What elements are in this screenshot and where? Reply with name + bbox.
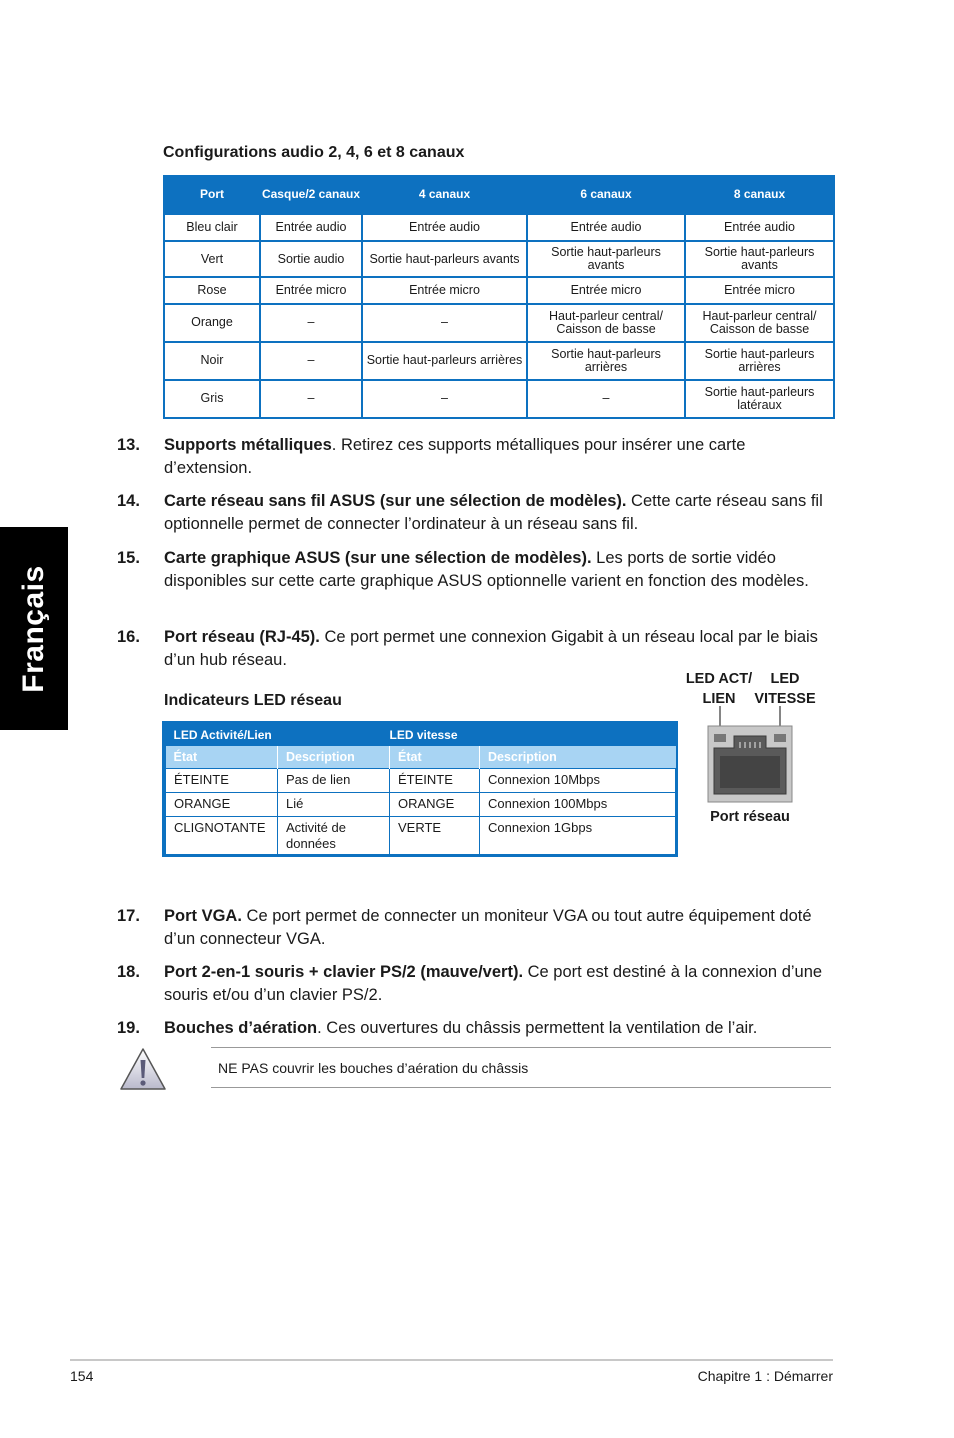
warning-triangle-icon xyxy=(118,1046,168,1092)
step-heading: Carte réseau sans fil ASUS (sur une sélection de modèles). xyxy=(164,492,627,510)
table-cell: – xyxy=(527,380,685,418)
step-heading: Port réseau (RJ-45). xyxy=(164,628,320,646)
step-text: . Ces ouvertures du châssis permettent la ventilation de l’air. xyxy=(317,1019,758,1037)
warning-text: NE PAS couvrir les bouches d’aération du châssis xyxy=(218,1060,529,1076)
audio-section-title: Configurations audio 2, 4, 6 et 8 canaux xyxy=(163,144,465,161)
table-cell: Sortie haut-parleurs arrières xyxy=(527,342,685,380)
header-cell: Casque/2 canaux xyxy=(261,186,361,201)
audio-table-header xyxy=(164,175,834,214)
table-cell: Noir xyxy=(164,342,260,380)
header-cell: Port xyxy=(200,186,224,201)
table-cell: Entrée audio xyxy=(527,214,685,241)
table-cell: Entrée micro xyxy=(527,277,685,303)
step-number: 19. xyxy=(117,1019,140,1037)
table-cell: Entrée micro xyxy=(362,277,527,303)
table-cell: ORANGE xyxy=(166,793,278,817)
table-row xyxy=(164,277,834,303)
header-cell: État xyxy=(390,746,480,769)
table-cell: Haut-parleur central/ Caisson de basse xyxy=(527,304,685,342)
led-act-label: LED ACT/ LIEN xyxy=(685,671,753,707)
table-cell: CLIGNOTANTE xyxy=(166,817,278,855)
step-heading: Supports métalliques xyxy=(164,436,332,454)
network-port-icon xyxy=(700,706,800,806)
table-cell: – xyxy=(260,342,362,380)
table-cell: Sortie haut-parleurs arrières xyxy=(362,342,527,380)
table-cell: Connexion 1Gbps xyxy=(480,817,676,855)
table-cell: Sortie haut-parleurs arrières xyxy=(685,342,834,380)
led-group-header xyxy=(166,724,676,746)
header-cell: 4 canaux xyxy=(418,186,471,201)
table-cell: Activité de données xyxy=(278,817,390,855)
table-cell: Entrée audio xyxy=(685,214,834,241)
group-header-cell: LED Activité/Lien xyxy=(166,724,390,746)
step-heading: Port VGA. xyxy=(164,907,242,925)
step-19 xyxy=(117,1017,837,1040)
step-17 xyxy=(117,905,837,951)
chapter-label: Chapitre 1 : Démarrer xyxy=(697,1368,833,1384)
table-cell: Sortie haut-parleurs latéraux xyxy=(685,380,834,418)
led-section-title: Indicateurs LED réseau xyxy=(164,692,342,709)
table-cell: Entrée micro xyxy=(685,277,834,303)
table-cell: Entrée audio xyxy=(362,214,527,241)
table-cell: Sortie haut-parleurs avants xyxy=(527,241,685,277)
table-cell: Orange xyxy=(164,304,260,342)
table-cell: ORANGE xyxy=(390,793,480,817)
step-number: 17. xyxy=(117,907,140,925)
table-row xyxy=(164,214,834,241)
table-cell: Pas de lien xyxy=(278,769,390,793)
step-13 xyxy=(117,434,837,480)
port-caption: Port réseau xyxy=(710,809,790,825)
step-14 xyxy=(117,490,837,536)
step-heading: Bouches d’aération xyxy=(164,1019,318,1037)
step-text: Ce port est destiné à la connexion d’une souris et/ou d’un clavier PS/2. xyxy=(164,963,823,1004)
table-row xyxy=(164,342,834,380)
table-cell: Entrée micro xyxy=(260,277,362,303)
led-speed-label: LED VITESSE xyxy=(754,671,816,707)
step-number: 13. xyxy=(117,436,140,454)
table-cell: Connexion 100Mbps xyxy=(480,793,676,817)
table-cell: ÉTEINTE xyxy=(390,769,480,793)
table-cell: – xyxy=(260,380,362,418)
table-row xyxy=(164,380,834,418)
footer-rule xyxy=(70,1359,833,1361)
table-cell: VERTE xyxy=(390,817,480,855)
table-cell: Lié xyxy=(278,793,390,817)
step-text: . Retirez ces supports métalliques pour insérer une carte d’extension. xyxy=(164,436,746,477)
table-cell: Rose xyxy=(164,277,260,303)
table-cell: Sortie haut-parleurs avants xyxy=(362,241,527,277)
table-row xyxy=(166,769,676,793)
note-divider-bottom xyxy=(211,1087,831,1088)
step-text: Ce port permet une connexion Gigabit à un réseau local par le biais d’un hub réseau. xyxy=(164,628,818,669)
step-16 xyxy=(117,626,837,672)
group-header-cell: LED vitesse xyxy=(390,724,676,746)
header-cell: 8 canaux xyxy=(733,186,786,201)
table-row xyxy=(166,793,676,817)
table-cell: – xyxy=(362,380,527,418)
header-cell: État xyxy=(166,746,278,769)
page-number: 154 xyxy=(70,1368,94,1384)
table-cell: Sortie audio xyxy=(260,241,362,277)
step-text: Les ports de sortie vidéo disponibles sur cette carte graphique ASUS optionnelle varient en fonction des modèles. xyxy=(164,549,809,590)
table-cell: Bleu clair xyxy=(164,214,260,241)
step-heading: Carte graphique ASUS (sur une sélection de modèles). xyxy=(164,549,592,567)
table-cell: Sortie haut-parleurs avants xyxy=(685,241,834,277)
step-18 xyxy=(117,961,837,1007)
step-number: 14. xyxy=(117,492,140,510)
step-heading: Port 2-en-1 souris + clavier PS/2 (mauve/vert). xyxy=(164,963,524,981)
table-cell: Connexion 10Mbps xyxy=(480,769,676,793)
table-cell: Gris xyxy=(164,380,260,418)
header-cell: Description xyxy=(278,746,390,769)
table-cell: Entrée audio xyxy=(260,214,362,241)
step-15 xyxy=(117,547,837,593)
table-row xyxy=(166,817,676,855)
table-row xyxy=(164,304,834,342)
led-indicator-table xyxy=(162,721,678,857)
header-cell: 6 canaux xyxy=(580,186,632,201)
table-cell: – xyxy=(362,304,527,342)
table-cell: ÉTEINTE xyxy=(166,769,278,793)
table-row xyxy=(164,241,834,277)
language-label: Français xyxy=(17,564,50,693)
step-number: 18. xyxy=(117,963,140,981)
note-divider-top xyxy=(211,1047,831,1048)
table-cell: Vert xyxy=(164,241,260,277)
table-cell: Haut-parleur central/ Caisson de basse xyxy=(685,304,834,342)
audio-config-table xyxy=(163,175,835,419)
step-number: 15. xyxy=(117,549,140,567)
led-column-header xyxy=(166,746,676,769)
step-text: Cette carte réseau sans fil optionnelle permet de connecter l’ordinateur à un réseau sans fil. xyxy=(164,492,823,533)
header-cell: Description xyxy=(480,746,676,769)
step-number: 16. xyxy=(117,628,140,646)
step-text: Ce port permet de connecter un moniteur VGA ou tout autre équipement doté d’un connecteur VGA. xyxy=(164,907,812,948)
language-side-tab xyxy=(0,527,68,730)
table-cell: – xyxy=(260,304,362,342)
